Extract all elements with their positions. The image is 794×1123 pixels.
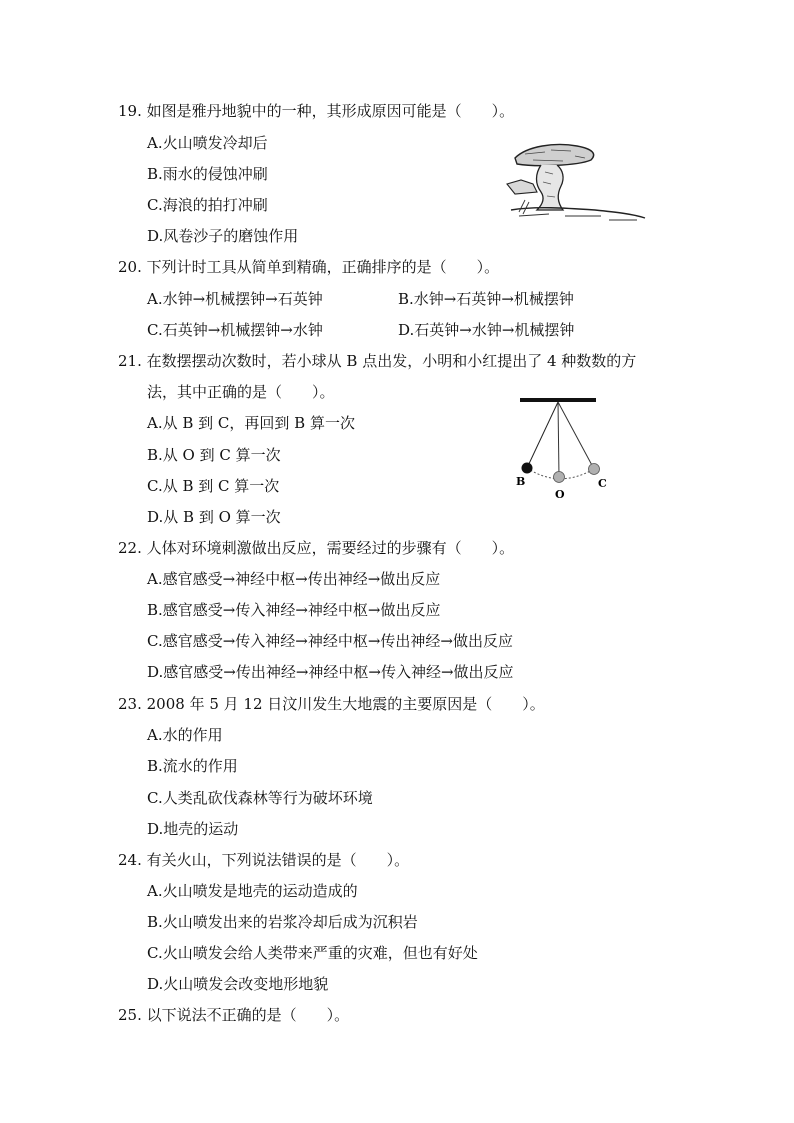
pendulum-support-bar bbox=[520, 398, 596, 402]
q23-option-d[interactable]: D.地壳的运动 bbox=[147, 820, 239, 838]
q23-option-a[interactable]: A.水的作用 bbox=[147, 726, 223, 744]
q22-option-b[interactable]: B.感官感受→传入神经→神经中枢→做出反应 bbox=[147, 601, 441, 619]
q19-option-d[interactable]: D.风卷沙子的磨蚀作用 bbox=[147, 227, 299, 245]
q22-option-c[interactable]: C.感官感受→传入神经→神经中枢→传出神经→做出反应 bbox=[147, 632, 513, 650]
question-25: 25. 以下说法不正确的是（ ）。 bbox=[118, 1006, 350, 1024]
question-21: 21. 在数摆摆动次数时，若小球从 B 点出发，小明和小红提出了 4 种数数的方 bbox=[118, 352, 637, 370]
q21-option-d[interactable]: D.从 B 到 O 算一次 bbox=[147, 508, 281, 526]
pendulum-diagram bbox=[508, 395, 613, 505]
q20-option-a[interactable]: A.水钟→机械摆钟→石英钟 bbox=[147, 290, 323, 308]
q24-option-d[interactable]: D.火山喷发会改变地形地貌 bbox=[147, 975, 329, 993]
yardang-landform-image bbox=[505, 140, 650, 222]
question-22: 22. 人体对环境刺激做出反应，需要经过的步骤有（ ）。 bbox=[118, 539, 515, 557]
q20-option-d[interactable]: D.石英钟→水钟→机械摆钟 bbox=[398, 321, 575, 339]
ball-b bbox=[522, 463, 533, 474]
q19-option-a[interactable]: A.火山喷发冷却后 bbox=[147, 134, 268, 152]
q19-option-b[interactable]: B.雨水的侵蚀冲刷 bbox=[147, 165, 268, 183]
q24-option-a[interactable]: A.火山喷发是地壳的运动造成的 bbox=[147, 882, 358, 900]
q21-option-a[interactable]: A.从 B 到 C，再回到 B 算一次 bbox=[147, 414, 355, 432]
q20-option-c[interactable]: C.石英钟→机械摆钟→水钟 bbox=[147, 321, 323, 339]
q22-option-a[interactable]: A.感官感受→神经中枢→传出神经→做出反应 bbox=[147, 570, 441, 588]
question-21-continued: 法，其中正确的是（ ）。 bbox=[147, 383, 335, 401]
question-24: 24. 有关火山，下列说法错误的是（ ）。 bbox=[118, 851, 410, 869]
label-c: C bbox=[598, 477, 607, 490]
q20-option-b[interactable]: B.水钟→石英钟→机械摆钟 bbox=[398, 290, 574, 308]
q24-option-c[interactable]: C.火山喷发会给人类带来严重的灾难，但也有好处 bbox=[147, 944, 478, 962]
label-o: O bbox=[555, 488, 565, 501]
q23-option-b[interactable]: B.流水的作用 bbox=[147, 757, 238, 775]
q23-option-c[interactable]: C.人类乱砍伐森林等行为破坏环境 bbox=[147, 789, 373, 807]
question-23: 23. 2008 年 5 月 12 日汶川发生大地震的主要原因是（ ）。 bbox=[118, 695, 545, 713]
question-19: 19. 如图是雅丹地貌中的一种，其形成原因可能是（ ）。 bbox=[118, 102, 515, 120]
q22-option-d[interactable]: D.感官感受→传出神经→神经中枢→传入神经→做出反应 bbox=[147, 663, 514, 681]
ball-c bbox=[589, 464, 600, 475]
q24-option-b[interactable]: B.火山喷发出来的岩浆冷却后成为沉积岩 bbox=[147, 913, 418, 931]
q19-option-c[interactable]: C.海浪的拍打冲刷 bbox=[147, 196, 268, 214]
q21-option-b[interactable]: B.从 O 到 C 算一次 bbox=[147, 446, 281, 464]
ball-o bbox=[554, 472, 565, 483]
q21-option-c[interactable]: C.从 B 到 C 算一次 bbox=[147, 477, 280, 495]
question-20: 20. 下列计时工具从简单到精确，正确排序的是（ ）。 bbox=[118, 258, 500, 276]
label-b: B bbox=[516, 475, 526, 488]
